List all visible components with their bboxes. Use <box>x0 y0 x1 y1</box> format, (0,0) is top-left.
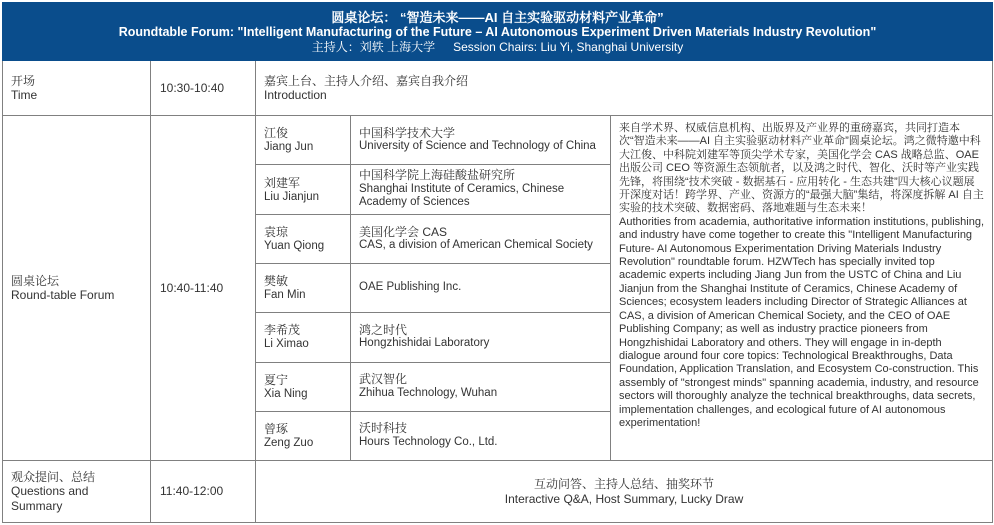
session-chairs-en: Session Chairs: Liu Yi, Shanghai University <box>453 39 684 54</box>
forum-label-en: Round-table Forum <box>11 288 115 302</box>
forum-header-row <box>3 3 993 61</box>
speaker-org: 沃时科技 Hours Technology Co., Ltd. <box>351 411 611 460</box>
opening-description <box>256 61 993 116</box>
speaker-name: 樊敏 Fan Min <box>256 264 351 313</box>
qa-label-en: Questions and Summary <box>11 484 89 513</box>
speaker-org: 武汉智化 Zhihua Technology, Wuhan <box>351 362 611 411</box>
speaker-org: 中国科学技术大学 University of Science and Technology of China <box>351 116 611 165</box>
opening-label <box>3 61 151 116</box>
forum-description-zh: 来自学术界、权威信息机构、出版界及产业界的重磅嘉宾，共同打造本次“智造未来——AI 自主实验驱动材料产业革命”圆桌论坛。鸿之微特邀中科大江俊、中科院刘建军等顶尖学术专家，美国化学会 CAS 战略总监、OAE 出版公司 CEO 等资源生态领航者，以及鸿之时代、智化、沃时等产业实践先锋，将围绕“技术突破 - 数据基石 - 应用转化 - 生态共建”四大核心议题展开深度对话！跨学界、产业、资源方的“最强大脑”集结，将深度拆解 AI 自主实验的技术突破、数据密码、落地难题与生态未来！ <box>619 122 984 215</box>
qa-row <box>3 461 993 523</box>
qa-description <box>256 461 993 523</box>
forum-title-zh: 圆桌论坛： “智造未来——AI 自主实验驱动材料产业革命” <box>331 9 664 25</box>
qa-desc-en: Interactive Q&A, Host Summary, Lucky Draw <box>504 491 744 506</box>
qa-label-zh: 观众提问、总结 <box>11 469 96 484</box>
speaker-org: OAE Publishing Inc. <box>351 264 611 313</box>
forum-description-en: Authorities from academia, authoritative information institutions, publishing, and industry have come together to create this "Intelligent Manufacturing Future- AI Autonomous Experimentation Driving Materials Industry Revolution" roundtable forum. HZWTech has specially invited top academic experts including Jiang Jun from the USTC of China and Liu Jianjun from the Shanghai Institute of Ceramics, Chinese Academy of Sciences; ecosystem leaders including Director of Strategic Alliances at CAS, a division of American Chemical Society, and the CEO of OAE Publishing Company; as well as industry practice pioneers from Hongzhishidai Laboratory and others. They will engage in in-depth dialogue around four core topics: Technological Breakthroughs, Data Foundation, Application Translation, and Ecosystem Co-construction. This assembly of "strongest minds" spanning academia, industry, and resource sectors will thoroughly analyze the technical breakthroughs, data secrets, implementation challenges, and ecological future of AI autonomous experimentation! <box>619 215 985 429</box>
schedule-table <box>2 2 993 523</box>
session-chairs <box>7 40 988 55</box>
speaker-org: 中国科学院上海硅酸盐研究所 Shanghai Institute of Ceramics, Chinese Academy of Sciences <box>351 165 611 215</box>
forum-title-en: Roundtable Forum: "Intelligent Manufacturing of the Future – AI Autonomous Experiment Driven Materials Industry Revolution" <box>118 24 877 39</box>
speaker-name: 曾琢 Zeng Zuo <box>256 411 351 460</box>
forum-description-text <box>619 122 984 454</box>
speaker-row <box>3 116 993 165</box>
speaker-org: 鸿之时代 Hongzhishidai Laboratory <box>351 313 611 362</box>
forum-header <box>3 3 993 61</box>
qa-label <box>3 461 151 523</box>
qa-time: 11:40-12:00 <box>151 461 256 523</box>
forum-label <box>3 116 151 461</box>
speaker-name: 李希茂 Li Ximao <box>256 313 351 362</box>
opening-desc-zh: 嘉宾上台、主持人介绍、嘉宾自我介绍 <box>264 73 469 88</box>
opening-desc-en: Introduction <box>264 88 327 102</box>
opening-time: 10:30-10:40 <box>151 61 256 116</box>
qa-desc-zh: 互动问答、主持人总结、抽奖环节 <box>534 477 715 491</box>
opening-row <box>3 61 993 116</box>
speaker-name: 刘建军 Liu Jianjun <box>256 165 351 215</box>
forum-label-zh: 圆桌论坛 <box>11 273 60 288</box>
speaker-org: 美国化学会 CAS CAS, a division of American Chemical Society <box>351 214 611 263</box>
forum-description <box>611 116 993 461</box>
opening-label-zh: 开场 <box>11 73 36 88</box>
speaker-name: 袁琼 Yuan Qiong <box>256 214 351 263</box>
forum-time: 10:40-11:40 <box>151 116 256 461</box>
speaker-name: 江俊 Jiang Jun <box>256 116 351 165</box>
speaker-name: 夏宁 Xia Ning <box>256 362 351 411</box>
opening-label-en: Time <box>11 88 38 102</box>
session-chairs-zh: 主持人：刘轶 上海大学 <box>311 39 436 54</box>
